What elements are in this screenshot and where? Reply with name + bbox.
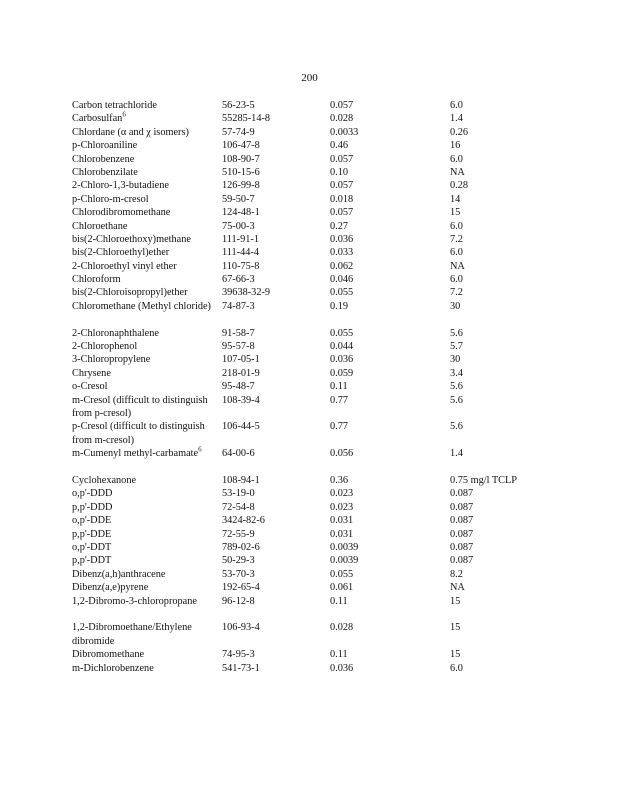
- nonwastewater-standard: 0.087: [450, 528, 474, 540]
- cas-number: 56-23-5: [222, 100, 255, 111]
- wastewater-standard: 0.036: [330, 662, 354, 674]
- table-row: [72, 367, 572, 380]
- wastewater-standard: 0.036: [330, 354, 354, 366]
- cas-number: 55285-14-8: [222, 113, 271, 125]
- cas-number: 53-19-0: [222, 488, 255, 500]
- table-row: [72, 246, 572, 259]
- nonwastewater-standard: 6.0: [450, 662, 463, 674]
- wastewater-standard: 0.36: [330, 475, 349, 486]
- constituent-name: p-Chloro-m-cresol: [72, 193, 149, 205]
- cas-number: 218-01-9: [222, 367, 260, 379]
- nonwastewater-standard: 6.0: [450, 100, 463, 111]
- table-row: [72, 99, 572, 112]
- constituent-name: Chloroethane: [72, 220, 128, 232]
- cas-number: 50-29-3: [222, 555, 255, 567]
- table-row: [72, 380, 572, 393]
- constituent-name: Dibenz(a,e)pyrene: [72, 582, 149, 594]
- wastewater-standard: 0.057: [330, 207, 354, 219]
- constituent-name: Chloroform: [72, 274, 121, 286]
- cas-number: 67-66-3: [222, 274, 255, 286]
- wastewater-standard: 0.036: [330, 233, 354, 245]
- cas-number: 64-00-6: [222, 448, 255, 460]
- wastewater-standard: 0.046: [330, 274, 354, 286]
- nonwastewater-standard: 0.087: [450, 515, 474, 527]
- nonwastewater-standard: 30: [450, 300, 461, 312]
- constituent-name: 3-Chloropropylene: [72, 354, 151, 366]
- cas-number: 541-73-1: [222, 662, 260, 674]
- wastewater-standard: 0.033: [330, 247, 354, 259]
- table-row: [72, 112, 572, 125]
- nonwastewater-standard: 5.6: [450, 381, 463, 393]
- nonwastewater-standard: 5.7: [450, 341, 463, 353]
- wastewater-standard: 0.055: [330, 287, 354, 299]
- wastewater-standard: 0.10: [330, 166, 349, 178]
- constituent-name: bis(2-Chloroisopropyl)ether: [72, 287, 188, 299]
- constituent-name: p,p'-DDT: [72, 555, 112, 567]
- constituent-name: m-Cresol (difficult to distinguish from p-cresol): [72, 394, 208, 420]
- table-row: [72, 233, 572, 246]
- constituent-name: 2-Chlorophenol: [72, 341, 138, 353]
- wastewater-standard: 0.061: [330, 582, 354, 594]
- nonwastewater-standard: 6.0: [450, 247, 463, 259]
- constituent-name: Chlordane (α and χ isomers): [72, 126, 189, 138]
- constituent-name: m-Dichlorobenzene: [72, 662, 154, 674]
- wastewater-standard: 0.77: [330, 421, 349, 433]
- constituent-name: p-Cresol (difficult to distinguish from m-cresol): [72, 421, 205, 446]
- wastewater-standard: 0.46: [330, 140, 349, 152]
- cas-number: 72-54-8: [222, 501, 255, 513]
- table-row: [72, 193, 572, 206]
- nonwastewater-standard: 15: [450, 207, 461, 219]
- constituent-name: Chrysene: [72, 367, 111, 379]
- cas-number: 789-02-6: [222, 541, 260, 553]
- nonwastewater-standard: 6.0: [450, 220, 463, 232]
- cas-number: 106-47-8: [222, 140, 260, 152]
- wastewater-standard: 0.0039: [330, 541, 359, 553]
- page-number: 200: [301, 72, 318, 84]
- cas-number: 108-94-1: [222, 475, 260, 486]
- cas-number: 3424-82-6: [222, 515, 265, 527]
- cas-number: 106-93-4: [222, 622, 260, 634]
- table-row: [72, 139, 572, 152]
- wastewater-standard: 0.056: [330, 448, 354, 460]
- table-row: [72, 420, 572, 447]
- wastewater-standard: 0.11: [330, 649, 348, 661]
- constituent-name: p,p'-DDD: [72, 501, 113, 513]
- nonwastewater-standard: 0.28: [450, 180, 469, 192]
- table-row: [72, 541, 572, 554]
- constituent-name: o,p'-DDD: [72, 488, 113, 500]
- wastewater-standard: 0.044: [330, 341, 354, 353]
- cas-number: 106-44-5: [222, 421, 260, 433]
- cas-number: 510-15-6: [222, 166, 260, 178]
- wastewater-standard: 0.0039: [330, 555, 359, 567]
- cas-number: 111-91-1: [222, 233, 259, 245]
- table-row: [72, 166, 572, 179]
- wastewater-standard: 0.028: [330, 113, 354, 125]
- wastewater-standard: 0.055: [330, 327, 354, 339]
- nonwastewater-standard: 6.0: [450, 153, 463, 165]
- table-row: [72, 662, 572, 675]
- nonwastewater-standard: 0.75 mg/l TCLP: [450, 475, 518, 486]
- wastewater-standard: 0.031: [330, 528, 354, 540]
- nonwastewater-standard: 0.26: [450, 126, 469, 138]
- wastewater-standard: 0.057: [330, 180, 354, 192]
- constituent-name: Chloromethane (Methyl chloride): [72, 300, 211, 312]
- constituent-name: Chlorodibromomethane: [72, 207, 171, 219]
- table-row: [72, 394, 572, 421]
- wastewater-standard: 0.031: [330, 515, 354, 527]
- constituent-name: Chlorobenzene: [72, 153, 135, 165]
- table-row: [72, 487, 572, 500]
- table-row: [72, 648, 572, 661]
- wastewater-standard: 0.057: [330, 153, 354, 165]
- table-row: [72, 300, 572, 327]
- table-row: [72, 595, 572, 622]
- cas-number: 126-99-8: [222, 180, 260, 192]
- constituent-name: o,p'-DDE: [72, 515, 112, 527]
- nonwastewater-standard: 0.087: [450, 541, 474, 553]
- footnote-marker: 6: [122, 110, 126, 119]
- constituent-name: Dibenz(a,h)anthracene: [72, 568, 166, 580]
- nonwastewater-standard: NA: [450, 260, 465, 272]
- constituent-name: bis(2-Chloroethoxy)methane: [72, 233, 191, 245]
- cas-number: 91-58-7: [222, 327, 255, 339]
- cas-number: 108-90-7: [222, 153, 260, 165]
- table-row: [72, 179, 572, 192]
- constituent-name: 1,2-Dibromoethane/Ethylene dibromide: [72, 622, 192, 647]
- wastewater-standard: 0.19: [330, 300, 349, 312]
- nonwastewater-standard: 5.6: [450, 394, 463, 406]
- constituent-name: Cyclohexanone: [72, 475, 137, 486]
- nonwastewater-standard: 6.0: [450, 274, 463, 286]
- nonwastewater-standard: 30: [450, 354, 461, 366]
- wastewater-standard: 0.023: [330, 488, 354, 500]
- cas-number: 59-50-7: [222, 193, 255, 205]
- table-row: [72, 273, 572, 286]
- table-row: [72, 528, 572, 541]
- cas-number: 57-74-9: [222, 126, 255, 138]
- wastewater-standard: 0.028: [330, 622, 354, 634]
- wastewater-standard: 0.0033: [330, 126, 359, 138]
- nonwastewater-standard: 7.2: [450, 287, 463, 299]
- wastewater-standard: 0.018: [330, 193, 354, 205]
- nonwastewater-standard: NA: [450, 166, 465, 178]
- nonwastewater-standard: 15: [450, 595, 461, 607]
- nonwastewater-standard: 8.2: [450, 568, 463, 580]
- table-row: [72, 126, 572, 139]
- cas-number: 110-75-8: [222, 260, 260, 272]
- wastewater-standard: 0.023: [330, 501, 354, 513]
- nonwastewater-standard: 15: [450, 649, 461, 661]
- nonwastewater-standard: 7.2: [450, 233, 463, 245]
- nonwastewater-standard: 15: [450, 622, 461, 634]
- wastewater-standard: 0.11: [330, 381, 348, 393]
- cas-number: 74-95-3: [222, 649, 255, 661]
- table-row: [72, 447, 572, 474]
- constituent-name: Carbon tetrachloride: [72, 100, 157, 111]
- cas-number: 96-12-8: [222, 595, 255, 607]
- cas-number: 53-70-3: [222, 568, 255, 580]
- nonwastewater-standard: 1.4: [450, 448, 463, 460]
- nonwastewater-standard: 14: [450, 193, 461, 205]
- table-row: [72, 286, 572, 299]
- table-row: [72, 153, 572, 166]
- constituent-name: Dibromomethane: [72, 649, 145, 661]
- nonwastewater-standard: 5.6: [450, 421, 463, 433]
- nonwastewater-standard: 0.087: [450, 488, 474, 500]
- constituent-name: p-Chloroaniline: [72, 140, 138, 152]
- constituent-name: 2-Chloroethyl vinyl ether: [72, 260, 177, 272]
- constituent-name: p,p'-DDE: [72, 528, 112, 540]
- nonwastewater-standard: 3.4: [450, 367, 463, 379]
- nonwastewater-standard: 0.087: [450, 501, 474, 513]
- cas-number: 39638-32-9: [222, 287, 271, 299]
- cas-number: 74-87-3: [222, 300, 255, 312]
- cas-number: 108-39-4: [222, 394, 260, 406]
- constituent-table: [72, 99, 572, 675]
- table-row: [72, 554, 572, 567]
- nonwastewater-standard: NA: [450, 582, 465, 594]
- nonwastewater-standard: 16: [450, 140, 461, 152]
- table-row: [72, 621, 572, 648]
- cas-number: 95-48-7: [222, 381, 255, 393]
- cas-number: 75-00-3: [222, 220, 255, 232]
- table-row: [72, 220, 572, 233]
- wastewater-standard: 0.27: [330, 220, 349, 232]
- nonwastewater-standard: 1.4: [450, 113, 463, 125]
- constituent-name: bis(2-Chloroethyl)ether: [72, 247, 170, 259]
- cas-number: 72-55-9: [222, 528, 255, 540]
- cas-number: 107-05-1: [222, 354, 260, 366]
- table-row: [72, 260, 572, 273]
- constituent-name: o,p'-DDT: [72, 541, 112, 553]
- nonwastewater-standard: 0.087: [450, 555, 474, 567]
- table-row: [72, 474, 572, 487]
- table-row: [72, 581, 572, 594]
- wastewater-standard: 0.055: [330, 568, 354, 580]
- table-row: [72, 353, 572, 366]
- constituent-name: 1,2-Dibromo-3-chloropropane: [72, 595, 197, 607]
- table-row: [72, 501, 572, 514]
- constituent-name: Chlorobenzilate: [72, 166, 138, 178]
- table-row: [72, 327, 572, 340]
- wastewater-standard: 0.057: [330, 100, 354, 111]
- table-row: [72, 514, 572, 527]
- nonwastewater-standard: 5.6: [450, 327, 463, 339]
- constituent-name: m-Cumenyl methyl-carbamate$^6$: [72, 445, 202, 460]
- footnote-marker: 6: [198, 445, 202, 454]
- constituent-name: Carbosulfan$^6$: [72, 110, 126, 125]
- wastewater-standard: 0.062: [330, 260, 354, 272]
- wastewater-standard: 0.11: [330, 595, 348, 607]
- constituent-name: 2-Chloronaphthalene: [72, 327, 159, 339]
- cas-number: 111-44-4: [222, 247, 259, 259]
- cas-number: 124-48-1: [222, 207, 260, 219]
- table-row: [72, 568, 572, 581]
- constituent-name: o-Cresol: [72, 381, 108, 393]
- table-row: [72, 206, 572, 219]
- cas-number: 95-57-8: [222, 341, 255, 353]
- cas-number: 192-65-4: [222, 582, 260, 594]
- constituent-name: 2-Chloro-1,3-butadiene: [72, 180, 169, 192]
- wastewater-standard: 0.77: [330, 394, 349, 406]
- wastewater-standard: 0.059: [330, 367, 354, 379]
- table-row: [72, 340, 572, 353]
